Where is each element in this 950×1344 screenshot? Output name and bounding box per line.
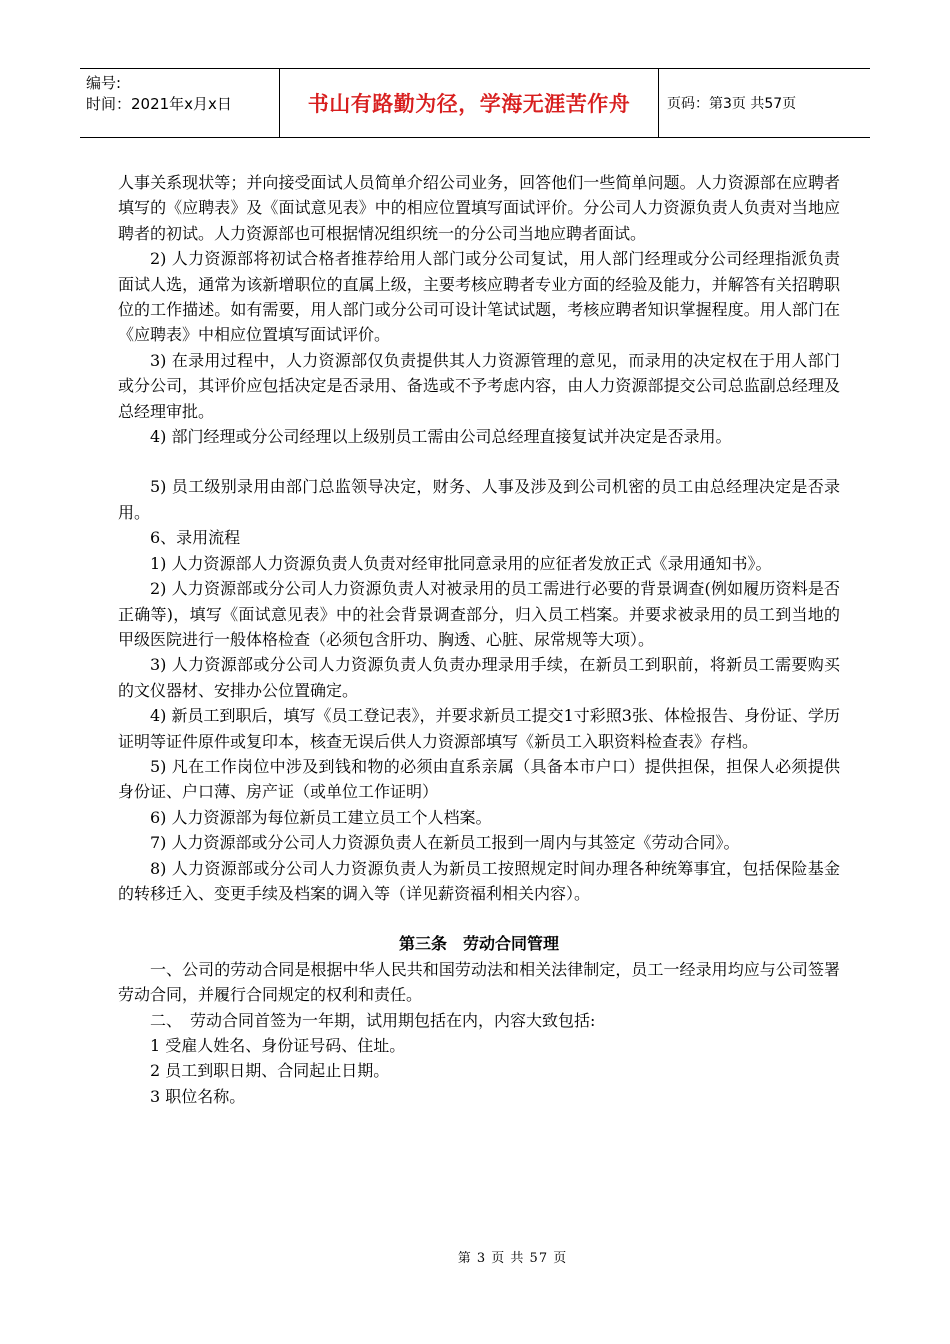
paragraph: 6) 人力资源部为每位新员工建立员工个人档案。: [150, 807, 492, 827]
paragraph: 8) 人力资源部或分公司人力资源负责人为新员工按照规定时间办理各种统筹事宜，包括保险基金的转移迁入、变更手续及档案的调入等（详见薪资福利相关内容）。: [118, 858, 840, 903]
page-header: [80, 68, 870, 138]
paragraph: 2 员工到职日期、合同起止日期。: [150, 1061, 390, 1081]
paragraph: 二、 劳动合同首签为一年期，试用期包括在内，内容大致包括:: [150, 1010, 596, 1030]
document-body: [118, 170, 840, 1109]
paragraph: 4) 部门经理或分公司经理以上级别员工需由公司总经理直接复试并决定是否录用。: [150, 427, 732, 447]
paragraph: 3) 在录用过程中，人力资源部仅负责提供其人力资源管理的意见，而录用的决定权在于用人部门或分公司，其评价应包括决定是否录用、备选或不予考虑内容，由人力资源部提交公司总监副总经理及总经理审批。: [118, 350, 840, 421]
paragraph: 3) 人力资源部或分公司人力资源负责人负责办理录用手续，在新员工到职前，将新员工需要购买的文仪器材、安排办公位置确定。: [118, 655, 840, 700]
paragraph: 5) 员工级别录用由部门总监领导决定，财务、人事及涉及到公司机密的员工由总经理决定是否录用。: [118, 477, 840, 522]
spacer: [118, 906, 840, 931]
page-footer: [0, 1247, 950, 1266]
header-page-info-cell: [659, 69, 870, 137]
footer-page-number: 第 3 页 共 57 页: [457, 1251, 568, 1266]
document-time-label: 时间：2021年x月x日: [86, 95, 232, 113]
paragraph: 4) 新员工到职后，填写《员工登记表》，并要求新员工提交1寸彩照3张、体检报告、身份证、学历证明等证件原件或复印本，核查无误后供人力资源部填写《新员工入职资料检查表》存档。: [118, 706, 840, 751]
section-title: 第三条 劳动合同管理: [398, 934, 559, 954]
paragraph: 1 受雇人姓名、身份证号码、住址。: [150, 1036, 406, 1055]
header-motto-cell: [280, 69, 659, 137]
header-motto: 书山有路勤为径，学海无涯苦作舟: [307, 92, 631, 116]
paragraph: 6、录用流程: [150, 528, 241, 548]
paragraph: 一、公司的劳动合同是根据中华人民共和国劳动法和相关法律制定，员工一经录用均应与公司签署劳动合同，并履行合同规定的权利和责任。: [118, 959, 840, 1005]
document-number-label: 编号:: [86, 74, 122, 92]
header-left-cell: [80, 69, 280, 137]
paragraph: 2) 人力资源部将初试合格者推荐给用人部门或分公司复试，用人部门经理或分公司经理指派负责面试人选，通常为该新增职位的直属上级，主要考核应聘者专业方面的经验及能力，并解答有关招聘职位的工作描述。如有需要，用人部门或分公司可设计笔试试题，考核应聘者知识掌握程度。用人部门在《应聘表》中相应位置填写面试评价。: [118, 249, 840, 345]
spacer: [118, 449, 840, 474]
paragraph: 1) 人力资源部人力资源负责人负责对经审批同意录用的应征者发放正式《录用通知书》。: [150, 553, 772, 573]
paragraph: 2) 人力资源部或分公司人力资源负责人对被录用的员工需进行必要的背景调查(例如履历资料是否正确等)，填写《面试意见表》中的社会背景调查部分，归入员工档案。并要求被录用的员工到当地的甲级医院进行一般体格检查（必须包含肝功、胸透、心脏、尿常规等大项）。: [118, 579, 840, 649]
paragraph: 7) 人力资源部或分公司人力资源负责人在新员工报到一周内与其签定《劳动合同》。: [150, 833, 740, 853]
header-page-info: 页码：第3页 共57页: [667, 96, 797, 112]
paragraph: 3 职位名称。: [150, 1086, 246, 1106]
paragraph: 人事关系现状等；并向接受面试人员简单介绍公司业务，回答他们一些简单问题。人力资源部在应聘者填写的《应聘表》及《面试意见表》中的相应位置填写面试评价。分公司人力资源负责人负责对当地应聘者的初试。人力资源部也可根据情况组织统一的分公司当地应聘者面试。: [118, 173, 840, 243]
paragraph: 5) 凡在工作岗位中涉及到钱和物的必须由直系亲属（具备本市户口）提供担保，担保人必须提供身份证、户口薄、房产证（或单位工作证明）: [118, 756, 840, 802]
